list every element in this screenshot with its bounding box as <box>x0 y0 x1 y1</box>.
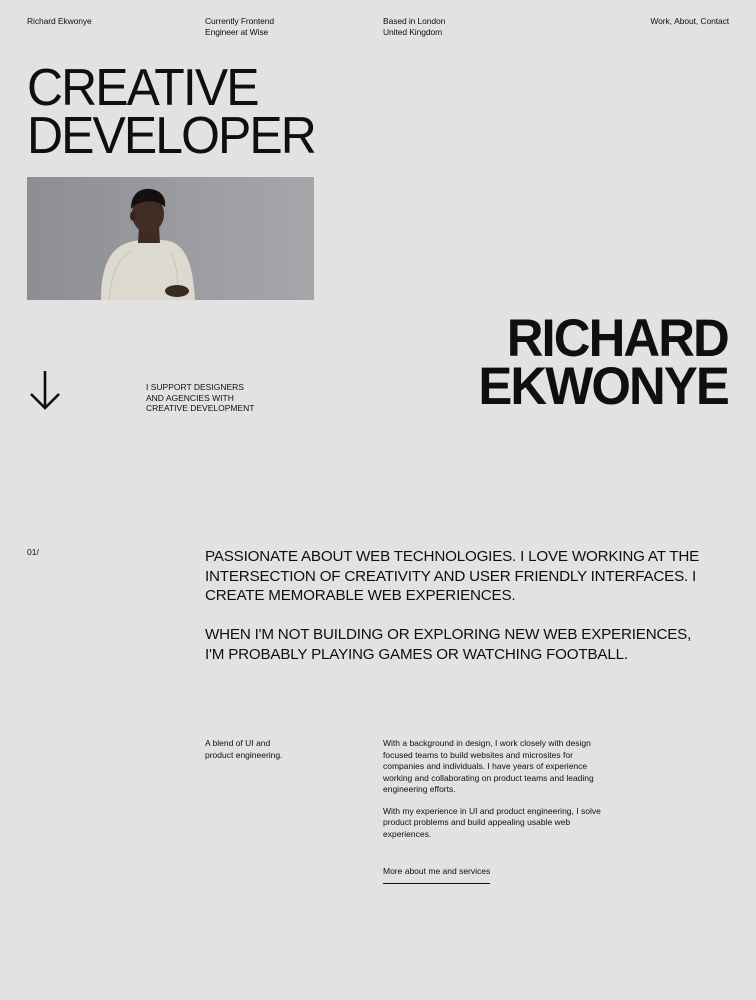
blend-line-2: product engineering. <box>205 749 283 760</box>
brand-name[interactable]: Richard Ekwonye <box>27 16 92 26</box>
blend-line-1: A blend of UI and <box>205 738 271 748</box>
hero-title-line-1: CREATIVE <box>27 59 258 117</box>
main-nav: Work , About , Contact <box>650 16 729 26</box>
more-about-link[interactable]: More about me and services <box>383 866 490 884</box>
nav-link-work[interactable]: Work <box>650 16 670 26</box>
current-role <box>205 16 325 37</box>
tagline-line-2: AND AGENCIES WITH <box>146 392 234 403</box>
intro-statement <box>205 547 705 665</box>
hero-title-line-2: DEVELOPER <box>27 107 315 165</box>
name-line-1: RICHARD <box>506 309 728 368</box>
name-line-2: EKWONYE <box>478 357 728 416</box>
tagline-line-3: CREATIVE DEVELOPMENT <box>146 403 255 413</box>
hero-title <box>27 59 315 165</box>
nav-link-about[interactable]: About <box>674 16 696 26</box>
tagline-line-1: I SUPPORT DESIGNERS <box>146 382 244 392</box>
about-text <box>383 738 608 840</box>
location-line-1: Based in London <box>383 16 446 26</box>
person-portrait-icon <box>27 177 314 300</box>
intro-paragraph-2: WHEN I'M NOT BUILDING OR EXPLORING NEW WEB EXPERIENCES, I'M PROBABLY PLAYING GAMES OR WATCHING FOOTBALL. <box>205 626 692 663</box>
tagline <box>146 382 266 414</box>
location-line-2: United Kingdom <box>383 26 443 37</box>
name-heading <box>478 309 728 416</box>
blend-caption <box>205 738 315 761</box>
role-line-1: Currently Frontend <box>205 16 275 26</box>
location <box>383 16 503 37</box>
arrow-down-icon[interactable] <box>28 369 62 411</box>
nav-link-contact[interactable]: Contact <box>700 16 729 26</box>
intro-paragraph-1: PASSIONATE ABOUT WEB TECHNOLOGIES. I LOVE WORKING AT THE INTERSECTION OF CREATIVITY AND USER FRIENDLY INTERFACES. I CREATE MEMORABLE WEB EXPERIENCES. <box>205 548 700 605</box>
section-number: 01/ <box>27 547 39 557</box>
about-paragraph-2: With my experience in UI and product engineering, I solve product problems and build appealing usable web experiences. <box>383 805 601 839</box>
about-paragraph-1: With a background in design, I work closely with design focused teams to build websites and microsites for companies and individuals. I have years of experience working and collaborating on product teams and leading engineering efforts. <box>383 738 594 794</box>
role-line-2: Engineer at Wise <box>205 26 269 37</box>
portrait-image <box>27 177 314 300</box>
